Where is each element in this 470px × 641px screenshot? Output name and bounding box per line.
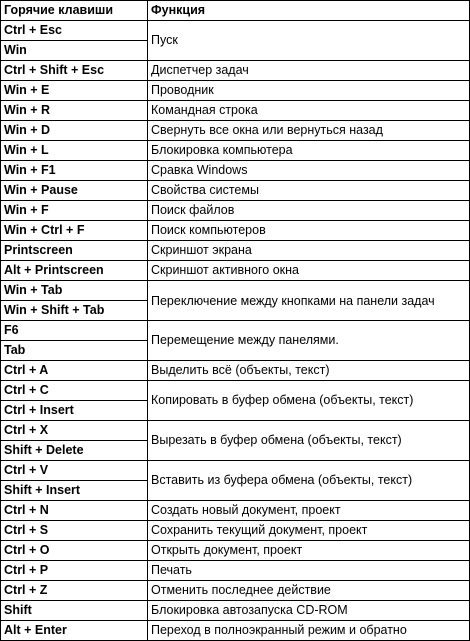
hotkey-cell: Win + Shift + Tab: [1, 301, 148, 321]
table-row: [1, 201, 470, 221]
table-row: [1, 161, 470, 181]
hotkey-cell: Win + Ctrl + F: [1, 221, 148, 241]
table-row: [1, 381, 470, 401]
function-cell: Поиск компьютеров: [148, 221, 470, 241]
hotkey-cell: Win + F: [1, 201, 148, 221]
hotkey-cell: Ctrl + Z: [1, 581, 148, 601]
table-row: [1, 181, 470, 201]
table-row: [1, 461, 470, 481]
function-cell: Выделить всё (объекты, текст): [148, 361, 470, 381]
function-cell: Проводник: [148, 81, 470, 101]
header-row: [1, 1, 470, 21]
hotkey-cell: Win: [1, 41, 148, 61]
table-row: [1, 561, 470, 581]
function-cell: Поиск файлов: [148, 201, 470, 221]
function-cell: Открыть документ, проект: [148, 541, 470, 561]
function-cell: Переключение между кнопками на панели задач: [148, 281, 470, 321]
table-row: [1, 261, 470, 281]
function-cell: Свойства системы: [148, 181, 470, 201]
hotkey-cell: Printscreen: [1, 241, 148, 261]
hotkey-cell: Alt + Enter: [1, 621, 148, 641]
hotkey-cell: Ctrl + C: [1, 381, 148, 401]
function-cell: Сравка Windows: [148, 161, 470, 181]
function-cell: Диспетчер задач: [148, 61, 470, 81]
function-cell: Скриншот активного окна: [148, 261, 470, 281]
function-cell: Переход в полноэкранный режим и обратно: [148, 621, 470, 641]
hotkey-cell: Ctrl + Esc: [1, 21, 148, 41]
function-cell: Сохранить текущий документ, проект: [148, 521, 470, 541]
table-row: [1, 101, 470, 121]
hotkey-cell: Shift: [1, 601, 148, 621]
hotkey-cell: Win + D: [1, 121, 148, 141]
function-cell: Печать: [148, 561, 470, 581]
function-cell: Блокировка автозапуска CD-ROM: [148, 601, 470, 621]
function-cell: Отменить последнее действие: [148, 581, 470, 601]
table-row: [1, 501, 470, 521]
hotkey-cell: Win + E: [1, 81, 148, 101]
function-cell: Перемещение между панелями.: [148, 321, 470, 361]
hotkey-cell: Ctrl + X: [1, 421, 148, 441]
hotkey-cell: Win + L: [1, 141, 148, 161]
table-row: [1, 621, 470, 641]
hotkey-cell: Ctrl + V: [1, 461, 148, 481]
table-row: [1, 601, 470, 621]
function-cell: Вставить из буфера обмена (объекты, текст): [148, 461, 470, 501]
table-row: [1, 281, 470, 301]
function-cell: Скриншот экрана: [148, 241, 470, 261]
table-row: [1, 421, 470, 441]
table-row: [1, 121, 470, 141]
hotkey-cell: Tab: [1, 341, 148, 361]
hotkey-cell: F6: [1, 321, 148, 341]
hotkey-cell: Win + Tab: [1, 281, 148, 301]
function-cell: Командная строка: [148, 101, 470, 121]
hotkey-cell: Win + Pause: [1, 181, 148, 201]
function-cell: Создать новый документ, проект: [148, 501, 470, 521]
table-row: [1, 521, 470, 541]
function-cell: Копировать в буфер обмена (объекты, текст): [148, 381, 470, 421]
hotkey-cell: Ctrl + O: [1, 541, 148, 561]
hotkey-cell: Shift + Insert: [1, 481, 148, 501]
table-row: [1, 241, 470, 261]
table-row: [1, 61, 470, 81]
table-row: [1, 541, 470, 561]
table-row: [1, 21, 470, 41]
header-keys: Горячие клавиши: [1, 1, 148, 21]
hotkey-cell: Ctrl + S: [1, 521, 148, 541]
function-cell: Пуск: [148, 21, 470, 61]
function-cell: Вырезать в буфер обмена (объекты, текст): [148, 421, 470, 461]
function-cell: Блокировка компьютера: [148, 141, 470, 161]
hotkey-cell: Ctrl + A: [1, 361, 148, 381]
table-row: [1, 141, 470, 161]
header-function: Функция: [148, 1, 470, 21]
table-row: [1, 221, 470, 241]
hotkey-cell: Ctrl + Insert: [1, 401, 148, 421]
hotkey-cell: Ctrl + N: [1, 501, 148, 521]
hotkey-cell: Alt + Printscreen: [1, 261, 148, 281]
function-cell: Свернуть все окна или вернуться назад: [148, 121, 470, 141]
hotkey-cell: Shift + Delete: [1, 441, 148, 461]
table-row: [1, 581, 470, 601]
hotkey-cell: Ctrl + Shift + Esc: [1, 61, 148, 81]
table-row: [1, 361, 470, 381]
table-row: [1, 81, 470, 101]
hotkey-cell: Win + F1: [1, 161, 148, 181]
hotkey-cell: Ctrl + P: [1, 561, 148, 581]
table-row: [1, 321, 470, 341]
hotkey-cell: Win + R: [1, 101, 148, 121]
